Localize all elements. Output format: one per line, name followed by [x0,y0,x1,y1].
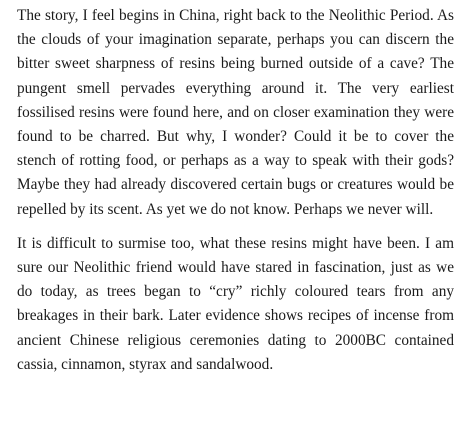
paragraph-incense-recipes: It is difficult to surmise too, what these resins might have been. I am sure our Neolithic friend would have stared in fascination, just as we do today, as trees began to “cry” richly coloured tears from any breakages in their bark. Later evidence shows recipes of incense from ancient Chinese religious ceremonies dating to 2000BC contained cassia, cinnamon, styrax and sandalwood. [17,234,454,373]
paragraph-neolithic-resins: The story, I feel begins in China, right back to the Neolithic Period. As the clouds of your imagination separate, perhaps you can discern the bitter sweet sharpness of resins being burned outside of a cave? The pungent smell pervades everything around it. The very earliest fossilised resins were found here, and on closer examination they were found to be charred. But why, I wonder? Could it be to cover the stench of rotting food, or perhaps as a way to speak with their gods? Maybe they had already discovered certain bugs or creatures would be repelled by its scent. As yet we do not know. Perhaps we never will. [17,7,454,218]
document-page [17,4,454,377]
